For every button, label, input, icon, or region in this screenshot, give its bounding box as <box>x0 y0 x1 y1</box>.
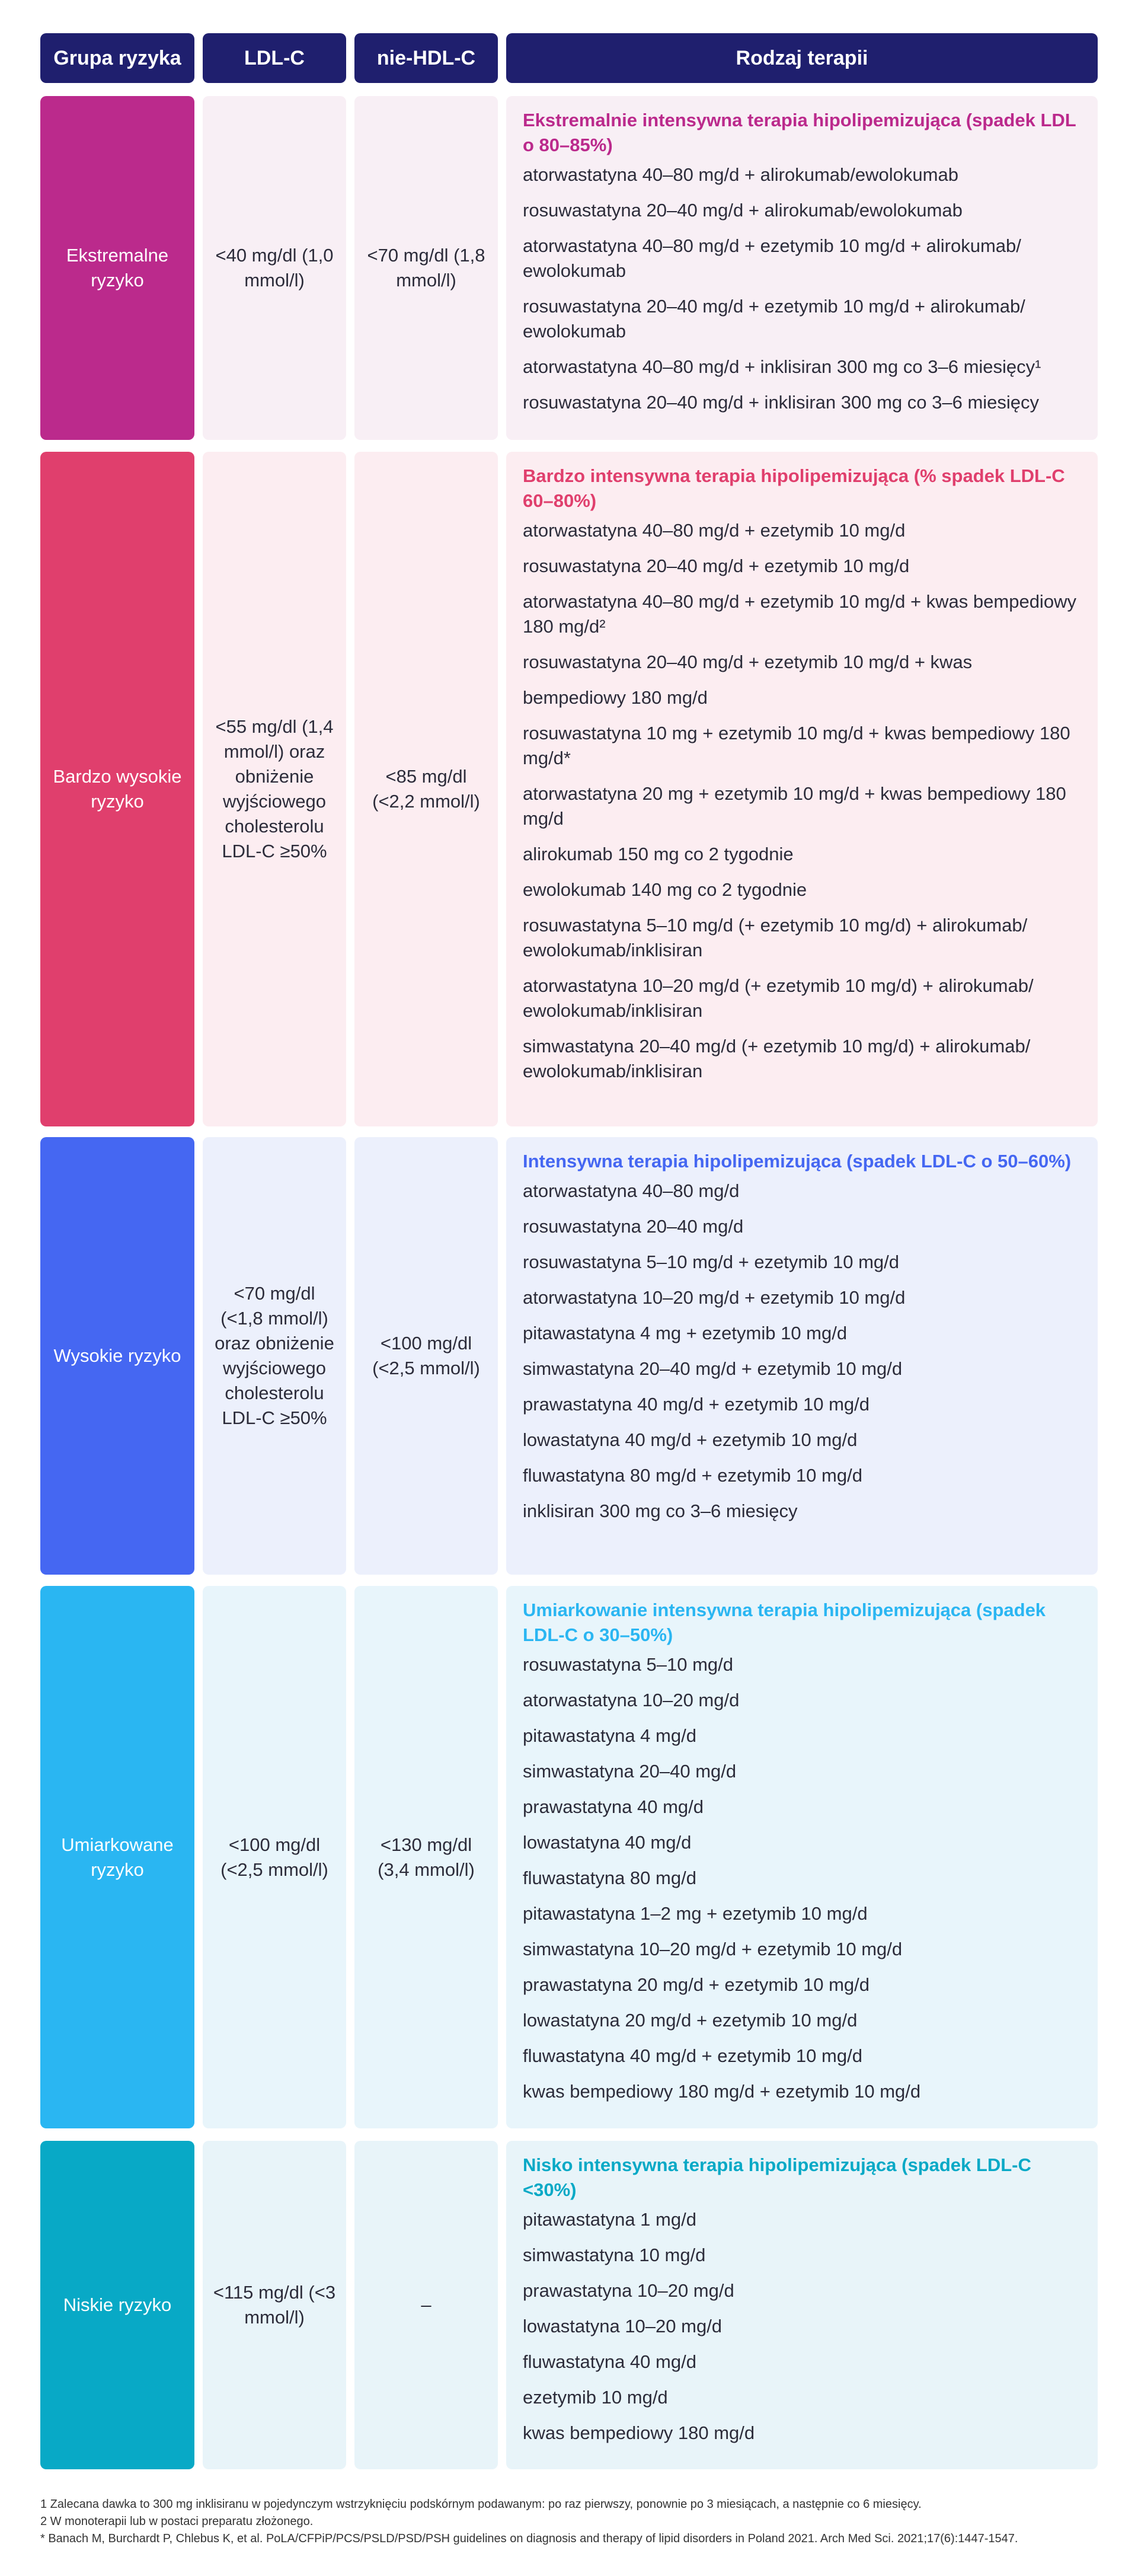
therapy-item: prawastatyna 40 mg/d + ezetymib 10 mg/d <box>523 1394 870 1415</box>
therapy-item: lowastatyna 20 mg/d + ezetymib 10 mg/d <box>523 2010 858 2031</box>
ldl-target: <70 mg/dl (<1,8 mmol/l) oraz obniżenie wyjściowego cholesterolu LDL-C ≥50% <box>215 1283 334 1428</box>
nonhdl-target: – <box>421 2294 431 2315</box>
footnotes <box>40 2496 1098 2548</box>
risk-group-cell <box>40 2141 194 2469</box>
therapy-item: fluwastatyna 40 mg/d <box>523 2351 696 2372</box>
therapy-item: atorwastatyna 10–20 mg/d (+ ezetymib 10 mg/d) + alirokumab/ ewolokumab/inklisiran <box>523 975 1034 1021</box>
nonhdl-target-cell <box>354 452 498 1126</box>
therapy-item: atorwastatyna 40–80 mg/d + ezetymib 10 mg/d + kwas bempediowy 180 mg/d² <box>523 591 1076 637</box>
therapy-item: atorwastatyna 40–80 mg/d + alirokumab/ewolokumab <box>523 164 958 185</box>
therapy-item: bempediowy 180 mg/d <box>523 687 708 708</box>
header-therapy: Rodzaj terapii <box>506 33 1098 83</box>
risk-group-cell <box>40 96 194 440</box>
therapy-list <box>523 1652 1081 2104</box>
therapy-item: lowastatyna 10–20 mg/d <box>523 2316 723 2336</box>
therapy-item: pitawastatyna 4 mg + ezetymib 10 mg/d <box>523 1323 848 1343</box>
ldl-target: <40 mg/dl (1,0 mmol/l) <box>215 245 334 291</box>
ldl-target: <55 mg/dl (1,4 mmol/l) oraz obniżenie wyjściowego cholesterolu LDL-C ≥50% <box>215 716 334 861</box>
therapy-item: simwastatyna 20–40 mg/d (+ ezetymib 10 mg/d) + alirokumab/ ewolokumab/inklisiran <box>523 1036 1031 1081</box>
risk-row-high <box>40 1137 1098 1575</box>
risk-group-cell <box>40 1137 194 1575</box>
therapy-title: Umiarkowanie intensywna terapia hipolipemizująca (spadek LDL-C o 30–50%) <box>523 1600 1046 1645</box>
footnote-1: 1 Zalecana dawka to 300 mg inklisiranu w pojedynczym wstrzyknięciu podskórnym podawanym: po raz pierwszy, ponownie po 3 miesiącach, a następnie co 6 miesięcy. <box>40 2498 922 2511</box>
therapy-item: pitawastatyna 1 mg/d <box>523 2209 696 2230</box>
therapy-item: rosuwastatyna 20–40 mg/d <box>523 1216 744 1237</box>
therapy-item: lowastatyna 40 mg/d + ezetymib 10 mg/d <box>523 1429 858 1450</box>
therapy-list <box>523 2207 1081 2446</box>
header-nonhdl: nie-HDL-C <box>354 33 498 83</box>
therapy-item: atorwastatyna 10–20 mg/d + ezetymib 10 mg/d <box>523 1287 906 1308</box>
therapy-item: pitawastatyna 4 mg/d <box>523 1725 696 1746</box>
therapy-item: atorwastatyna 20 mg + ezetymib 10 mg/d + kwas bempediowy 180 mg/d <box>523 783 1066 829</box>
ldl-target-cell <box>203 452 346 1126</box>
nonhdl-target: <85 mg/dl (<2,2 mmol/l) <box>372 766 480 812</box>
ldl-target-cell <box>203 1586 346 2128</box>
therapy-list <box>523 1179 1081 1524</box>
therapy-item: fluwastatyna 80 mg/d <box>523 1868 696 1888</box>
therapy-item: simwastatyna 20–40 mg/d <box>523 1761 737 1782</box>
therapy-item: lowastatyna 40 mg/d <box>523 1832 692 1853</box>
therapy-item: rosuwastatyna 20–40 mg/d + ezetymib 10 mg/d <box>523 556 910 576</box>
therapy-item: simwastatyna 10 mg/d <box>523 2245 706 2265</box>
risk-group-label: Bardzo wysokie ryzyko <box>53 766 182 812</box>
therapy-title: Nisko intensywna terapia hipolipemizująca (spadek LDL-C <30%) <box>523 2154 1031 2200</box>
therapy-item: rosuwastatyna 20–40 mg/d + ezetymib 10 mg/d + kwas <box>523 652 973 672</box>
therapy-item: fluwastatyna 80 mg/d + ezetymib 10 mg/d <box>523 1465 862 1486</box>
therapy-item: ezetymib 10 mg/d <box>523 2387 668 2408</box>
therapy-cell <box>506 1137 1098 1575</box>
therapy-title: Ekstremalnie intensywna terapia hipolipemizująca (spadek LDL o 80–85%) <box>523 110 1076 155</box>
risk-row-extreme <box>40 96 1098 440</box>
therapy-item: pitawastatyna 1–2 mg + ezetymib 10 mg/d <box>523 1903 868 1924</box>
therapy-item: rosuwastatyna 20–40 mg/d + ezetymib 10 mg/d + alirokumab/ ewolokumab <box>523 296 1025 341</box>
ldl-target: <115 mg/dl (<3 mmol/l) <box>213 2282 336 2328</box>
footnote-reference: * Banach M, Burchardt P, Chlebus K, et al. PoLA/CFPiP/PCS/PSLD/PSD/PSH guidelines on diagnosis and therapy of lipid disorders in Poland 2021. Arch Med Sci. 2021;17(6):1447-1547. <box>40 2532 1018 2545</box>
therapy-item: prawastatyna 20 mg/d + ezetymib 10 mg/d <box>523 1974 870 1995</box>
therapy-item: rosuwastatyna 20–40 mg/d + inklisiran 300 mg co 3–6 miesięcy <box>523 392 1040 413</box>
risk-group-label: Ekstremalne ryzyko <box>66 245 169 291</box>
nonhdl-target: <130 mg/dl (3,4 mmol/l) <box>378 1834 475 1880</box>
therapy-item: prawastatyna 40 mg/d <box>523 1796 704 1817</box>
ldl-target-cell <box>203 1137 346 1575</box>
therapy-item: atorwastatyna 10–20 mg/d <box>523 1690 740 1710</box>
therapy-item: rosuwastatyna 5–10 mg/d + ezetymib 10 mg/d <box>523 1252 899 1272</box>
therapy-item: alirokumab 150 mg co 2 tygodnie <box>523 844 794 864</box>
therapy-item: rosuwastatyna 5–10 mg/d <box>523 1654 733 1675</box>
therapy-item: rosuwastatyna 20–40 mg/d + alirokumab/ewolokumab <box>523 200 963 221</box>
therapy-item: atorwastatyna 40–80 mg/d + ezetymib 10 mg/d <box>523 520 906 541</box>
nonhdl-target-cell <box>354 1586 498 2128</box>
header-ldl: LDL-C <box>203 33 346 83</box>
therapy-list <box>523 162 1081 415</box>
ldl-target-cell <box>203 2141 346 2469</box>
therapy-item: simwastatyna 20–40 mg/d + ezetymib 10 mg/d <box>523 1358 903 1379</box>
nonhdl-target-cell <box>354 96 498 440</box>
therapy-list <box>523 518 1081 1084</box>
risk-row-very-high <box>40 452 1098 1126</box>
therapy-item: atorwastatyna 40–80 mg/d + inklisiran 300 mg co 3–6 miesięcy¹ <box>523 356 1041 377</box>
therapy-item: fluwastatyna 40 mg/d + ezetymib 10 mg/d <box>523 2045 862 2066</box>
risk-group-cell <box>40 452 194 1126</box>
risk-group-label: Wysokie ryzyko <box>53 1345 181 1366</box>
therapy-item: atorwastatyna 40–80 mg/d + ezetymib 10 mg/d + alirokumab/ ewolokumab <box>523 235 1021 281</box>
risk-row-low <box>40 2141 1098 2469</box>
therapy-title: Intensywna terapia hipolipemizująca (spadek LDL-C o 50–60%) <box>523 1151 1072 1172</box>
therapy-title: Bardzo intensywna terapia hipolipemizująca (% spadek LDL-C 60–80%) <box>523 465 1065 511</box>
therapy-item: prawastatyna 10–20 mg/d <box>523 2280 734 2301</box>
therapy-item: kwas bempediowy 180 mg/d <box>523 2422 755 2443</box>
nonhdl-target: <100 mg/dl (<2,5 mmol/l) <box>372 1333 480 1378</box>
nonhdl-target: <70 mg/dl (1,8 mmol/l) <box>367 245 485 291</box>
therapy-item: inklisiran 300 mg co 3–6 miesięcy <box>523 1501 798 1521</box>
therapy-item: ewolokumab 140 mg co 2 tygodnie <box>523 879 807 900</box>
nonhdl-target-cell <box>354 1137 498 1575</box>
header-group: Grupa ryzyka <box>40 33 194 83</box>
therapy-item: simwastatyna 10–20 mg/d + ezetymib 10 mg/d <box>523 1939 903 1959</box>
therapy-cell <box>506 96 1098 440</box>
footnote-2: 2 W monoterapii lub w postaci preparatu złożonego. <box>40 2515 314 2528</box>
therapy-cell <box>506 2141 1098 2469</box>
risk-group-label: Niskie ryzyko <box>63 2294 172 2315</box>
therapy-cell <box>506 1586 1098 2128</box>
ldl-target: <100 mg/dl (<2,5 mmol/l) <box>220 1834 328 1880</box>
therapy-cell <box>506 452 1098 1126</box>
ldl-target-cell <box>203 96 346 440</box>
risk-group-cell <box>40 1586 194 2128</box>
therapy-item: rosuwastatyna 10 mg + ezetymib 10 mg/d + kwas bempediowy 180 mg/d* <box>523 723 1070 768</box>
therapy-item: atorwastatyna 40–80 mg/d <box>523 1180 740 1201</box>
nonhdl-target-cell <box>354 2141 498 2469</box>
risk-row-moderate <box>40 1586 1098 2128</box>
therapy-item: kwas bempediowy 180 mg/d + ezetymib 10 mg/d <box>523 2081 921 2102</box>
risk-group-label: Umiarkowane ryzyko <box>61 1834 174 1880</box>
therapy-item: rosuwastatyna 5–10 mg/d (+ ezetymib 10 mg/d) + alirokumab/ ewolokumab/inklisiran <box>523 915 1028 960</box>
